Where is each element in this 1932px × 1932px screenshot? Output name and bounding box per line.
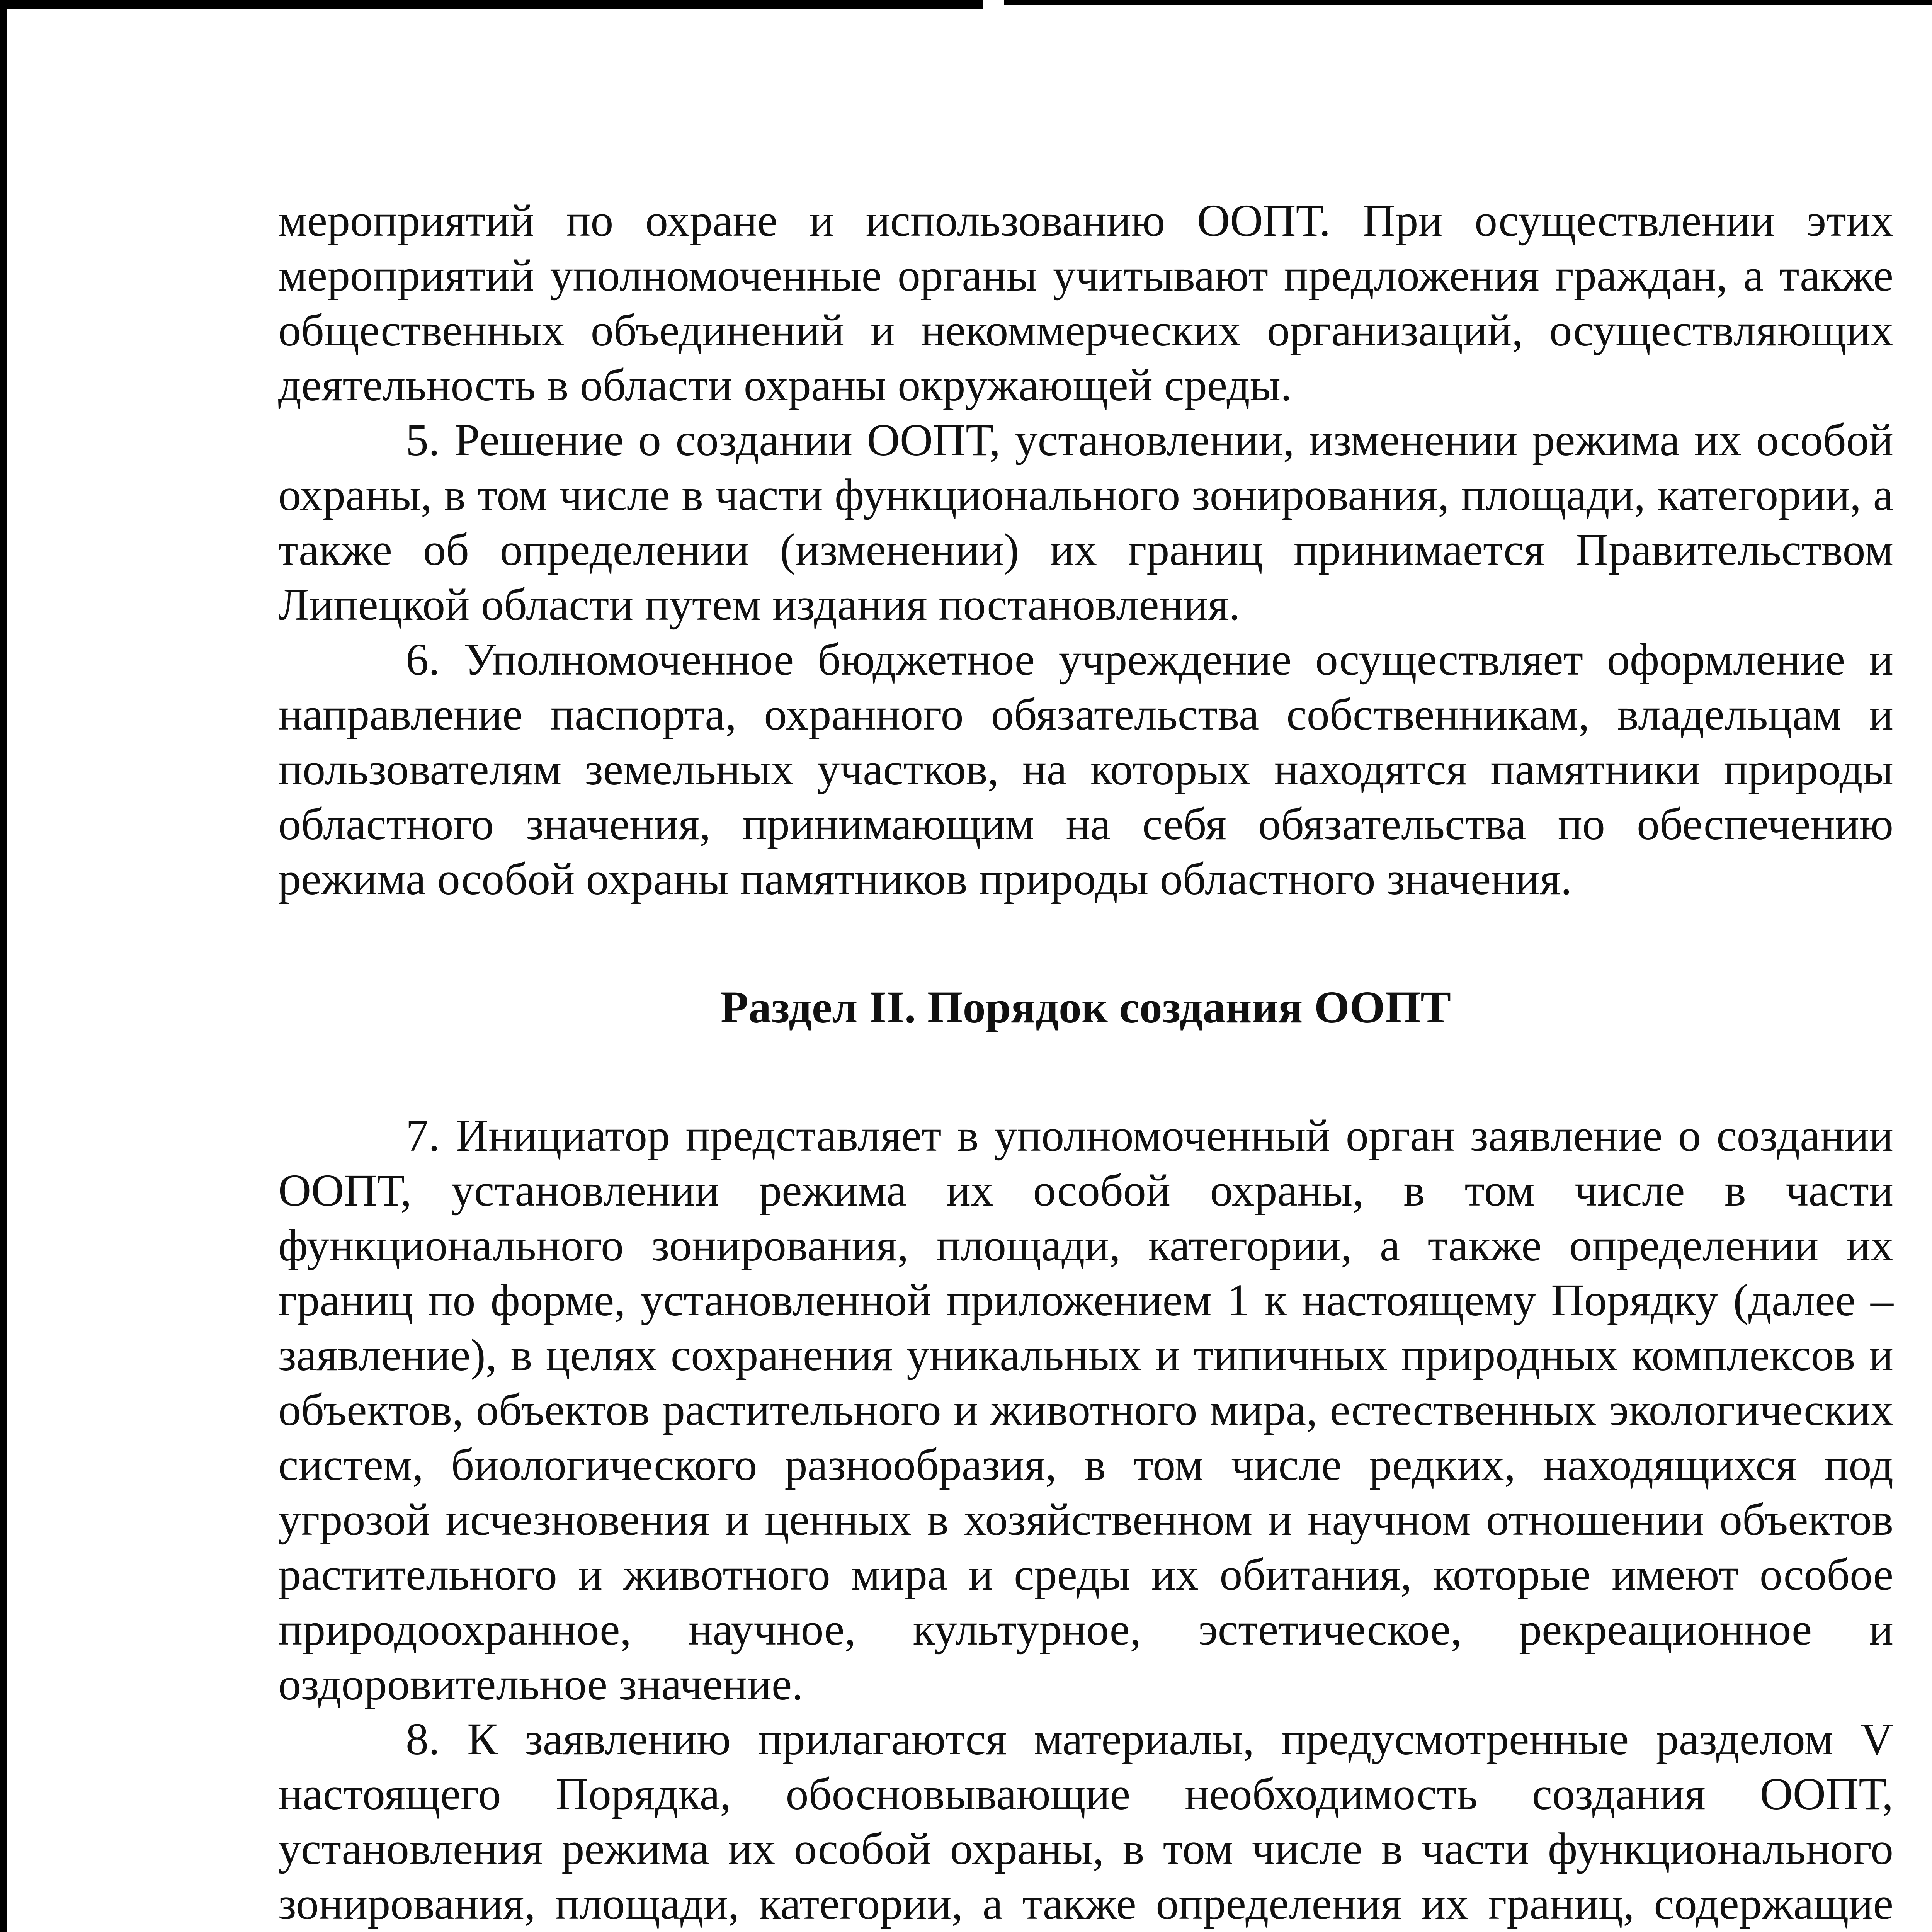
document-page — [278, 193, 1893, 1932]
scan-edge-left — [0, 0, 7, 1932]
paragraph-7: 7. Инициатор представляет в уполномоченный орган заявление о создании ООПТ, установлении режима их особой охраны, в том числе в части функционального зонирования, площади, категории, а также определении их границ по форме, установленной приложением 1 к настоящему Порядку (далее – заявление), в целях сохранения уникальных и типичных природных комплексов и объектов, объектов растительного и животного мира, естественных экологических систем, биологического разнообразия, в том числе редких, находящихся под угрозой исчезновения и ценных в хозяйственном и научном отношении объектов растительного и животного мира и среды их обитания, которые имеют особое природоохранное, научное, культурное, эстетическое, рекреационное и оздоровительное значение. — [278, 1110, 1893, 1709]
section-heading: Раздел II. Порядок создания ООПТ — [720, 982, 1451, 1032]
paragraph-continuation: мероприятий по охране и использованию ООПТ. При осуществлении этих мероприятий уполномоченные органы учитывают предложения граждан, а также общественных объединений и некоммерческих организаций, осуществляющих деятельность в области охраны окружающей среды. — [278, 195, 1893, 410]
scan-edge-top-right — [1004, 0, 1932, 5]
paragraph-6: 6. Уполномоченное бюджетное учреждение осуществляет оформление и направление паспорта, охранного обязательства собственникам, владельцам и пользователям земельных участков, на которых находятся памятники природы областного значения, принимающим на себя обязательства по обеспечению режима особой охраны памятников природы областного значения. — [278, 634, 1893, 904]
paragraph-5: 5. Решение о создании ООПТ, установлении, изменении режима их особой охраны, в том числе в части функционального зонирования, площади, категории, а также об определении (изменении) их границ принимается Правительством Липецкой области путем издания постановления. — [278, 415, 1893, 630]
paragraph-8: 8. К заявлению прилагаются материалы, предусмотренные разделом V настоящего Порядка, обосновывающие необходимость создания ООПТ, установления режима их особой охраны, в том числе в части функционального зонирования, площади, категории, а также определения их границ, содержащие — [278, 1714, 1893, 1929]
scan-edge-top-left — [0, 0, 983, 9]
